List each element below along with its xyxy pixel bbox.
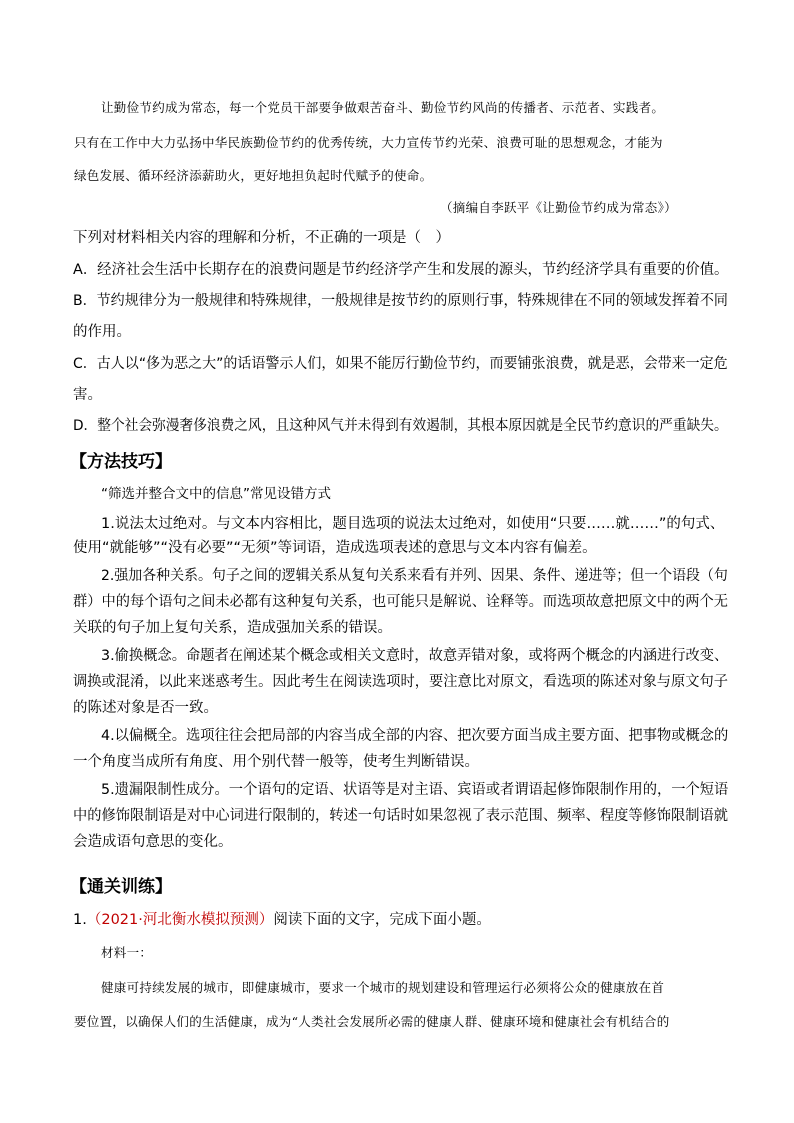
method-4-line-1: 4.以偏概全。选项往往会把局部的内容当成全部的内容、把次要方面当成主要方面、把事物或概念的: [101, 728, 729, 744]
training-question: [73, 908, 491, 929]
method-1-line-1: 1.说法太过绝对。与文本内容相比，题目选项的说法太过绝对，如使用“只要……就……”的句式、: [101, 516, 725, 532]
method-1-line-2: 使用“就能够”“没有必要”“无须”等词语，造成选项表述的意思与文本内容有偏差。: [73, 540, 597, 556]
methods-subtitle: “筛选并整合文中的信息”常见设错方式: [101, 486, 331, 502]
passage-line-1: 让勤俭节约成为常态，每一个党员干部要争做艰苦奋斗、勤俭节约风尚的传播者、示范者、实践者。: [101, 100, 665, 115]
method-5-line-2: 中的修饰限制语是对中心词进行限制的，转述一句话时如果忽视了表示范围、频率、程度等修饰限制语就: [73, 808, 728, 824]
method-5-line-3: 会造成语句意思的变化。: [73, 834, 233, 850]
method-2-line-3: 关联的句子加上复句关系，造成强加关系的错误。: [73, 620, 392, 636]
method-3-line-3: 的陈述对象是否一致。: [73, 700, 218, 716]
material-line-1: 健康可持续发展的城市，即健康城市，要求一个城市的规划建设和管理运行必须将公众的健康放在首: [101, 980, 665, 995]
option-d: D．整个社会弥漫奢侈浪费之风，且这种风气并未得到有效遏制，其根本原因就是全民节约意识的严重缺失。: [73, 418, 728, 434]
passage-line-3: 绿色发展、循环经济添薪助火，更好地担负起时代赋予的使命。: [74, 168, 433, 183]
option-a: A．经济社会生活中长期存在的浪费问题是节约经济学产生和发展的源头，节约经济学具有重要的价值。: [73, 262, 729, 278]
passage-citation: （摘编自李跃平《让勤俭节约成为常态》）: [440, 200, 677, 215]
question-text: 阅读下面的文字，完成下面小题。: [273, 912, 491, 928]
methods-heading: 【方法技巧】: [70, 452, 172, 472]
question-stem: 下列对材料相关内容的理解和分析，不正确的一项是（ ）: [73, 230, 450, 246]
option-b-line-1: B．节约规律分为一般规律和特殊规律，一般规律是按节约的原则行事，特殊规律在不同的领域发挥着不同: [73, 293, 728, 309]
passage-line-2: 只有在工作中大力弘扬中华民族勤俭节约的优秀传统，大力宣传节约光荣、浪费可耻的思想观念，才能为: [74, 135, 663, 150]
method-2-line-1: 2.强加各种关系。句子之间的逻辑关系从复句关系来看有并列、因果、条件、递进等；但一个语段（句: [101, 568, 728, 584]
option-b-line-2: 的作用。: [73, 324, 131, 340]
option-c-line-2: 害。: [73, 387, 102, 403]
method-3-line-1: 3.偷换概念。命题者在阐述某个概念或相关文意时，故意弄错对象，或将两个概念的内涵进行改变、: [101, 648, 729, 664]
method-2-line-2: 群）中的每个语句之间未必都有这种复句关系，也可能只是解说、诠释等。而选项故意把原文中的两个无: [73, 594, 728, 610]
training-heading: 【通关训练】: [70, 877, 172, 897]
option-c-line-1: C．古人以“侈为恶之大”的话语警示人们，如果不能厉行勤俭节约，而要铺张浪费，就是恶，会带来一定危: [73, 356, 728, 372]
question-number: 1.: [73, 912, 87, 928]
method-4-line-2: 一个角度当成所有角度、用个别代替一般等，使考生判断错误。: [73, 754, 479, 770]
material-label: 材料一：: [101, 945, 153, 960]
question-source: （2021·河北衡水模拟预测）: [86, 912, 274, 928]
method-5-line-1: 5.遗漏限制性成分。一个语句的定语、状语等是对主语、宾语或者谓语起修饰限制作用的，一个短语: [101, 782, 729, 798]
material-line-2: 要位置，以确保人们的生活健康，成为“人类社会发展所必需的健康人群、健康环境和健康社会有机结合的: [74, 1014, 670, 1029]
method-3-line-2: 调换或混淆，以此来迷惑考生。因此考生在阅读选项时，要注意比对原文，看选项的陈述对象与原文句子: [73, 674, 728, 690]
